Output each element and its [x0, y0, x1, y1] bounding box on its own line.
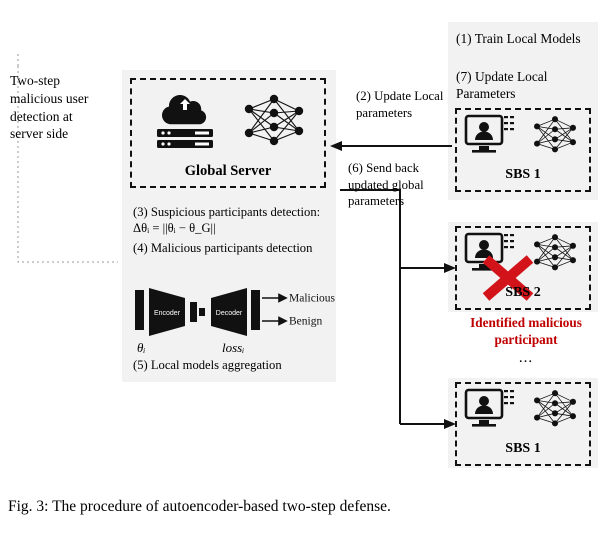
- malicious-participant-label: Identified malicious participant: [470, 315, 582, 347]
- autoencoder-loss-label: lossᵢ: [222, 340, 245, 355]
- server-step-4: (4) Malicious participants detection: [133, 241, 313, 255]
- client-3-title: SBS 1: [505, 441, 541, 456]
- client-3-icons: [459, 384, 587, 434]
- svg-text:Encoder: Encoder: [153, 310, 181, 317]
- neural-network-icon: [237, 89, 311, 153]
- cloud-server-icon: [147, 87, 223, 155]
- edge-label-update-local: (2) Update Local parameters: [356, 89, 444, 120]
- svg-text:Malicious: Malicious: [289, 292, 335, 305]
- figure-caption: Fig. 3: The procedure of autoencoder-based two-step defense.: [8, 498, 391, 515]
- edge-label-send-back: (6) Send back updated global parameters: [348, 161, 424, 209]
- client-1-note-2: (7) Update Local Parameters: [456, 69, 548, 102]
- neural-network-icon: [527, 112, 583, 158]
- client-1-note-1: (1) Train Local Models: [456, 31, 581, 46]
- server-step-5: (5) Local models aggregation: [133, 358, 282, 372]
- svg-text:Benign: Benign: [289, 315, 323, 328]
- client-2-title: SBS 2: [505, 285, 541, 300]
- left-annotation: Two-step malicious user detection at server side: [10, 73, 89, 142]
- computer-user-icon: [464, 386, 518, 432]
- autoencoder-input-label: θᵢ: [137, 340, 146, 355]
- global-server-icons: [140, 84, 318, 158]
- client-1-icons: [459, 110, 587, 160]
- svg-text:Decoder: Decoder: [215, 310, 243, 317]
- client-1-title: SBS 1: [505, 167, 541, 182]
- neural-network-icon: [527, 386, 583, 432]
- global-server-title: Global Server: [184, 163, 272, 179]
- computer-user-icon: [464, 112, 518, 158]
- server-step-3: (3) Suspicious participants detection: Δθᵢ = ||θᵢ − θ_G||: [133, 205, 321, 236]
- autoencoder-diagram: [133, 282, 333, 344]
- ellipsis: ...: [518, 350, 534, 366]
